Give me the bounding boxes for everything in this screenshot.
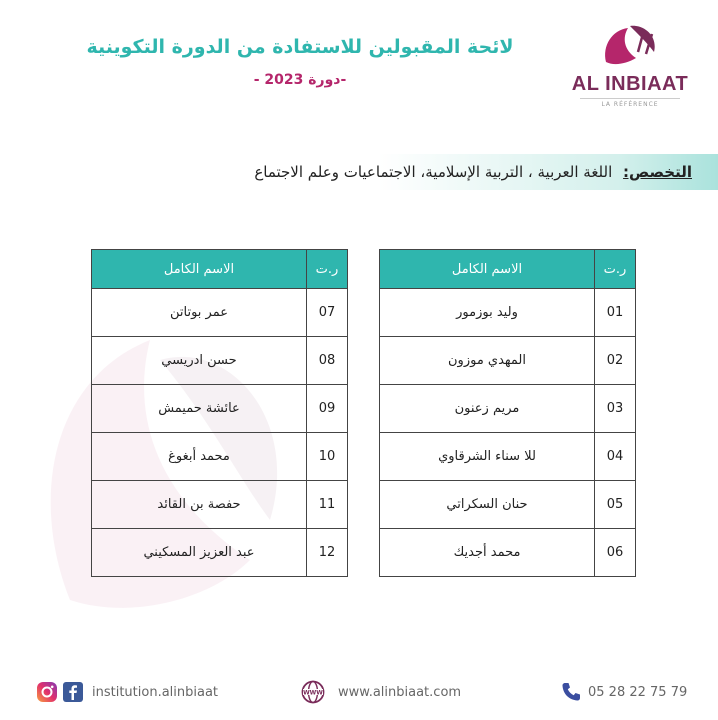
row-name: وليد بوزمور xyxy=(380,289,595,337)
header-number: ر.ت xyxy=(595,250,636,289)
row-name: للا سناء الشرقاوي xyxy=(380,433,595,481)
accepted-list-table-2 xyxy=(91,249,348,577)
footer-website xyxy=(300,680,461,704)
table-row xyxy=(92,385,348,433)
header-name: الاسم الكامل xyxy=(92,250,307,289)
row-number: 08 xyxy=(307,337,348,385)
brand-logo xyxy=(560,18,700,108)
website-link[interactable]: www.alinbiaat.com xyxy=(338,684,462,700)
table-row xyxy=(92,529,348,577)
accepted-list-table-1 xyxy=(379,249,636,577)
row-name: حسن ادريسي xyxy=(92,337,307,385)
header-name: الاسم الكامل xyxy=(380,250,595,289)
row-number: 12 xyxy=(307,529,348,577)
row-name: محمد أبغوغ xyxy=(92,433,307,481)
row-name: عائشة حميمش xyxy=(92,385,307,433)
row-name: حنان السكراتي xyxy=(380,481,595,529)
session-subtitle: -دورة 2023 - xyxy=(253,72,347,88)
logo-name: AL INBIAAT xyxy=(571,73,689,95)
table-row xyxy=(380,481,636,529)
row-number: 02 xyxy=(595,337,636,385)
row-number: 09 xyxy=(307,385,348,433)
table-row xyxy=(92,337,348,385)
specialization xyxy=(254,163,692,181)
row-number: 06 xyxy=(595,529,636,577)
row-name: محمد أجديك xyxy=(380,529,595,577)
page-title: لائحة المقبولين للاستفادة من الدورة التكوينية xyxy=(86,36,514,58)
row-name: المهدي موزون xyxy=(380,337,595,385)
table-row xyxy=(380,433,636,481)
globe-icon xyxy=(300,680,326,704)
row-number: 01 xyxy=(595,289,636,337)
specialization-value: اللغة العربية ، التربية الإسلامية، الاجتماعيات وعلم الاجتماع xyxy=(254,163,613,181)
table-row xyxy=(380,385,636,433)
logo-mark-icon xyxy=(600,22,660,68)
specialization-label: التخصص: xyxy=(623,163,692,181)
row-name: حفصة بن القائد xyxy=(92,481,307,529)
logo-tagline: LA RÉFÉRENCE xyxy=(580,98,680,108)
table-row xyxy=(92,481,348,529)
footer-social xyxy=(36,680,218,704)
social-handle[interactable]: institution.alinbiaat xyxy=(92,684,219,700)
row-number: 11 xyxy=(307,481,348,529)
phone-number[interactable]: 05 28 22 75 79 xyxy=(588,684,688,700)
row-number: 07 xyxy=(307,289,348,337)
row-name: مريم زعنون xyxy=(380,385,595,433)
row-number: 05 xyxy=(595,481,636,529)
row-name: عبد العزيز المسكيني xyxy=(92,529,307,577)
table-row xyxy=(380,337,636,385)
table-row xyxy=(380,289,636,337)
row-name: عمر بوتاتن xyxy=(92,289,307,337)
header-number: ر.ت xyxy=(307,250,348,289)
table-row xyxy=(92,289,348,337)
phone-icon xyxy=(560,681,582,703)
row-number: 03 xyxy=(595,385,636,433)
table-row xyxy=(92,433,348,481)
row-number: 04 xyxy=(595,433,636,481)
instagram-icon[interactable] xyxy=(36,681,58,703)
row-number: 10 xyxy=(307,433,348,481)
facebook-icon[interactable] xyxy=(62,681,84,703)
svg-text:WWW: WWW xyxy=(303,689,323,697)
table-row xyxy=(380,529,636,577)
footer-phone xyxy=(560,680,687,704)
